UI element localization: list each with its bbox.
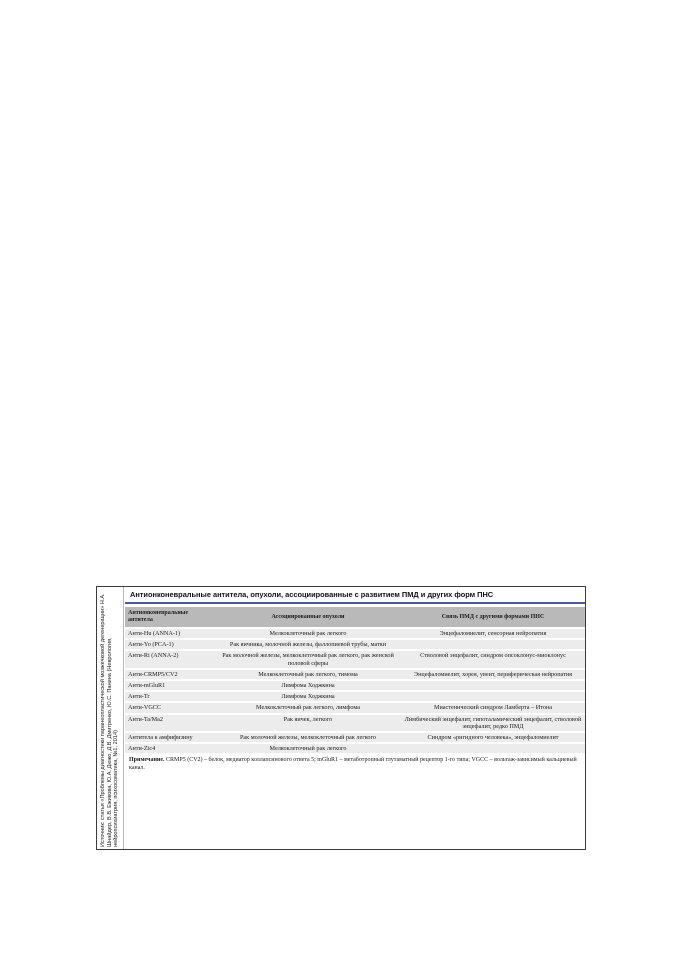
link-cell bbox=[401, 744, 585, 753]
tumors-cell: Рак яичек, легкого bbox=[215, 715, 401, 731]
header-link: Связь ПМД с другими формами ПНС bbox=[401, 607, 585, 627]
table-panel bbox=[125, 587, 585, 849]
link-cell: Энцефаломиелит, хорея, увеит, периферическая нейропатия bbox=[401, 670, 585, 679]
link-cell bbox=[401, 681, 585, 690]
tumors-cell: Рак молочной железы, мелкоклеточный рак легкого bbox=[215, 733, 401, 742]
tumors-cell: Лимфома Ходжкина bbox=[215, 681, 401, 690]
antibody-cell: Антитела к амфифизину bbox=[125, 733, 215, 742]
table-row bbox=[125, 629, 585, 638]
source-caption bbox=[97, 587, 124, 849]
table-row bbox=[125, 670, 585, 679]
table-row bbox=[125, 681, 585, 690]
table-header-row bbox=[125, 607, 585, 627]
antibody-table-figure bbox=[96, 586, 586, 850]
header-tumors: Ассоциированные опухоли bbox=[215, 607, 401, 627]
table-row bbox=[125, 692, 585, 701]
antibody-cell: Анти-Tr bbox=[125, 692, 215, 701]
tumors-cell: Лимфома Ходжкина bbox=[215, 692, 401, 701]
tumors-cell: Рак молочной железы, мелкоклеточный рак легкого, рак женской половой сферы bbox=[215, 651, 401, 667]
tumors-cell: Мелкоклеточный рак легкого, тимома bbox=[215, 670, 401, 679]
antibody-table bbox=[125, 605, 585, 755]
tumors-cell: Мелкоклеточный рак легкого bbox=[215, 744, 401, 753]
table-note bbox=[125, 755, 585, 772]
antibody-cell: Анти-Hu (ANNA-1) bbox=[125, 629, 215, 638]
tumors-cell: Рак яичника, молочной железы, фаллопиевой трубы, матки bbox=[215, 640, 401, 649]
table-row bbox=[125, 640, 585, 649]
tumors-cell: Мелкоклеточный рак легкого bbox=[215, 629, 401, 638]
table-row bbox=[125, 715, 585, 731]
link-cell: Лимбический энцефалит, гипоталамический энцефалит, стволовой энцефалит, редко ПМД bbox=[401, 715, 585, 731]
header-antibodies: Антионконевральные антитела bbox=[125, 607, 215, 627]
table-row bbox=[125, 651, 585, 667]
note-label: Примечание. bbox=[129, 757, 165, 764]
table-title: Антионконевральные антитела, опухоли, ассоциированные с развитием ПМД и других форм ПНС bbox=[125, 587, 585, 604]
link-cell: Энцефаломиелит, сенсорная нейропатия bbox=[401, 629, 585, 638]
table-row bbox=[125, 733, 585, 742]
antibody-cell: Анти-Zic4 bbox=[125, 744, 215, 753]
note-text: CRMP5 (CV2) – белок, медиатор коллапсинового ответа 5; mGluR1 – метаботропный глутаматный рецептор 1-го типа; VGCC – вольтаж-зависимый кальциевый канал. bbox=[129, 757, 577, 771]
antibody-cell: Анти-CRMP5/CV2 bbox=[125, 670, 215, 679]
antibody-cell: Анти-Yo (PCA-1) bbox=[125, 640, 215, 649]
antibody-cell: Анти-VGCC bbox=[125, 703, 215, 712]
antibody-cell: Анти-mGluR1 bbox=[125, 681, 215, 690]
table-row bbox=[125, 703, 585, 712]
source-caption-text: Источник: статья «Проблемы диагностики паранеопластической мозжечковой дегенерации» Н.А. Шнайдер, В.В. Ежикова, Ю.А. Дюжо, Д.В. Дмитренко, Ю.С. Панина (Неврология, нейропсихиатрия, психосоматика, №1, 2014) bbox=[100, 593, 120, 847]
table-row bbox=[125, 744, 585, 753]
link-cell: Миастенический синдром Ламберта – Итона bbox=[401, 703, 585, 712]
antibody-cell: Анти-Ta/Ma2 bbox=[125, 715, 215, 731]
tumors-cell: Мелкоклеточный рак легкого, лимфома bbox=[215, 703, 401, 712]
antibody-cell: Анти-Ri (ANNA-2) bbox=[125, 651, 215, 667]
link-cell bbox=[401, 640, 585, 649]
link-cell bbox=[401, 692, 585, 701]
link-cell: Стволовой энцефалит, синдром опсоклонус-миоклонус bbox=[401, 651, 585, 667]
link-cell: Синдром «ригидного человека», энцефаломиелит bbox=[401, 733, 585, 742]
